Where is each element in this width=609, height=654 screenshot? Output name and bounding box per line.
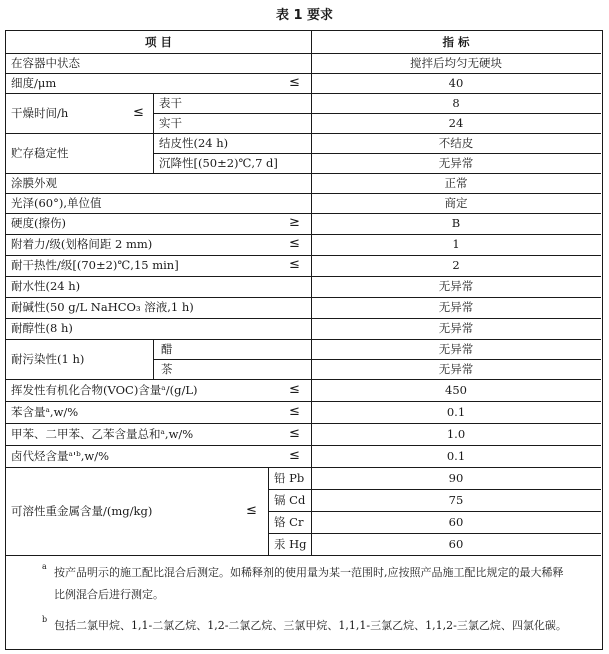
column-divider (268, 467, 269, 555)
row-label-halocarbon: 卤代烃含量ᵃ'ᵇ,w/% (11, 449, 109, 463)
row-label-voc: 挥发性有机化合物(VOC)含量ᵃ/(g/L) (11, 383, 198, 397)
sub-label-vinegar: 醋 (161, 342, 173, 356)
row-label-appearance: 涂膜外观 (11, 176, 57, 190)
column-divider (153, 339, 154, 379)
row-label-fineness: 细度/μm (11, 76, 57, 90)
row-rule (6, 423, 601, 424)
sub-value-settle: 无异常 (438, 156, 474, 170)
row-op-halocarbon: ≤ (289, 448, 300, 463)
sub-value-skin: 不结皮 (438, 136, 474, 150)
row-label-hardness: 硬度(擦伤) (11, 216, 66, 230)
row-label-stain: 耐污染性(1 h) (11, 352, 85, 366)
row-rule (268, 489, 601, 490)
row-value-fineness: 40 (448, 76, 464, 90)
sub-value-surface-dry: 8 (452, 96, 460, 110)
sub-label-surface-dry: 表干 (159, 96, 182, 110)
notes-rule (6, 555, 601, 556)
row-rule (6, 133, 601, 134)
footnote-b-line1: 包括二氯甲烷、1,1-二氯乙烷、1,2-二氯乙烷、三氯甲烷、1,1,1-三氯乙烷、1,1,2-三氯乙烷、四氯化碳。 (54, 619, 567, 632)
row-op-dry-time: ≤ (133, 105, 144, 120)
sub-label-settle: 沉降性[(50±2)℃,7 d] (159, 156, 278, 170)
row-label-gloss: 光泽(60°),单位值 (11, 196, 102, 210)
row-rule (6, 73, 601, 74)
row-op-dry-heat: ≤ (289, 257, 300, 272)
row-rule (6, 173, 601, 174)
row-rule (6, 213, 601, 214)
row-label-adhesion: 附着力/级(划格间距 2 mm) (11, 237, 153, 251)
row-rule (6, 318, 601, 319)
row-op-toluene-xylene: ≤ (289, 426, 300, 441)
footnote-a-mark: a (42, 562, 47, 571)
row-rule (6, 379, 601, 380)
header-index: 指 标 (442, 35, 470, 49)
sub-value-tea: 无异常 (438, 362, 474, 376)
row-value-water: 无异常 (438, 279, 474, 293)
sub-label-lead: 铅 Pb (274, 471, 305, 485)
row-rule (6, 401, 601, 402)
footnote-a-line1: 按产品明示的施工配比混合后测定。如稀释剂的使用量为某一范围时,应按照产品施工配比规定的最大稀释 (54, 566, 564, 579)
sub-value-cadmium: 75 (448, 493, 464, 507)
row-value-halocarbon: 0.1 (446, 449, 466, 463)
row-value-dry-heat: 2 (452, 258, 460, 272)
row-rule (6, 93, 601, 94)
row-value-gloss: 商定 (444, 196, 468, 210)
sub-label-tea: 茶 (161, 362, 173, 376)
row-rule (6, 339, 601, 340)
row-rule (268, 533, 601, 534)
sub-label-skin: 结皮性(24 h) (159, 136, 229, 150)
table-caption: 表 1 要求 (275, 8, 334, 23)
row-label-dry-heat: 耐干热性/级[(70±2)℃,15 min] (11, 258, 179, 272)
row-label-dry-time: 干燥时间/h (11, 106, 69, 120)
sub-value-vinegar: 无异常 (438, 342, 474, 356)
row-value-state: 搅拌后均匀无硬块 (410, 56, 502, 70)
row-label-storage: 贮存稳定性 (11, 146, 69, 160)
sub-value-lead: 90 (448, 471, 464, 485)
row-op-fineness: ≤ (289, 75, 300, 90)
row-label-benzene: 苯含量ᵃ,w/% (11, 405, 79, 419)
row-value-hardness: B (451, 216, 461, 230)
requirements-table (5, 30, 603, 650)
row-label-water: 耐水性(24 h) (11, 279, 81, 293)
row-label-alkali: 耐碱性(50 g/L NaHCO₃ 溶液,1 h) (11, 300, 194, 314)
row-value-appearance: 正常 (444, 176, 468, 190)
sub-label-hard-dry: 实干 (159, 116, 182, 130)
row-value-benzene: 0.1 (446, 405, 466, 419)
footnote-a-line2: 比例混合后进行测定。 (54, 588, 164, 601)
row-op-voc: ≤ (289, 382, 300, 397)
row-op-benzene: ≤ (289, 404, 300, 419)
row-value-toluene-xylene: 1.0 (446, 427, 466, 441)
row-rule (153, 113, 601, 114)
row-value-alkali: 无异常 (438, 300, 474, 314)
row-rule (6, 193, 601, 194)
footnote-b-mark: b (42, 615, 48, 624)
sub-value-hard-dry: 24 (448, 116, 464, 130)
row-rule (6, 467, 601, 468)
row-op-heavy-metals: ≤ (246, 503, 257, 518)
row-rule (6, 234, 601, 235)
sub-value-mercury: 60 (448, 537, 464, 551)
row-op-adhesion: ≤ (289, 236, 300, 251)
row-rule (6, 255, 601, 256)
sub-label-cadmium: 镉 Cd (274, 493, 306, 507)
header-item: 项 目 (144, 35, 172, 49)
sub-value-chromium: 60 (448, 515, 464, 529)
row-value-adhesion: 1 (452, 237, 460, 251)
header-rule (6, 53, 601, 54)
row-value-voc: 450 (445, 383, 467, 397)
sub-label-mercury: 汞 Hg (274, 537, 307, 551)
row-rule (153, 153, 601, 154)
row-op-hardness: ≥ (289, 215, 300, 230)
row-value-alcohol: 无异常 (438, 321, 474, 335)
row-rule (268, 511, 601, 512)
row-rule (6, 445, 601, 446)
row-label-heavy-metals: 可溶性重金属含量/(mg/kg) (11, 504, 153, 518)
sub-label-chromium: 铬 Cr (274, 515, 304, 529)
row-rule (153, 359, 601, 360)
row-rule (6, 276, 601, 277)
row-label-state: 在容器中状态 (11, 56, 80, 70)
column-divider (153, 93, 154, 173)
row-rule (6, 297, 601, 298)
row-label-toluene-xylene: 甲苯、二甲苯、乙苯含量总和ᵃ,w/% (11, 427, 194, 441)
row-label-alcohol: 耐醇性(8 h) (11, 321, 73, 335)
